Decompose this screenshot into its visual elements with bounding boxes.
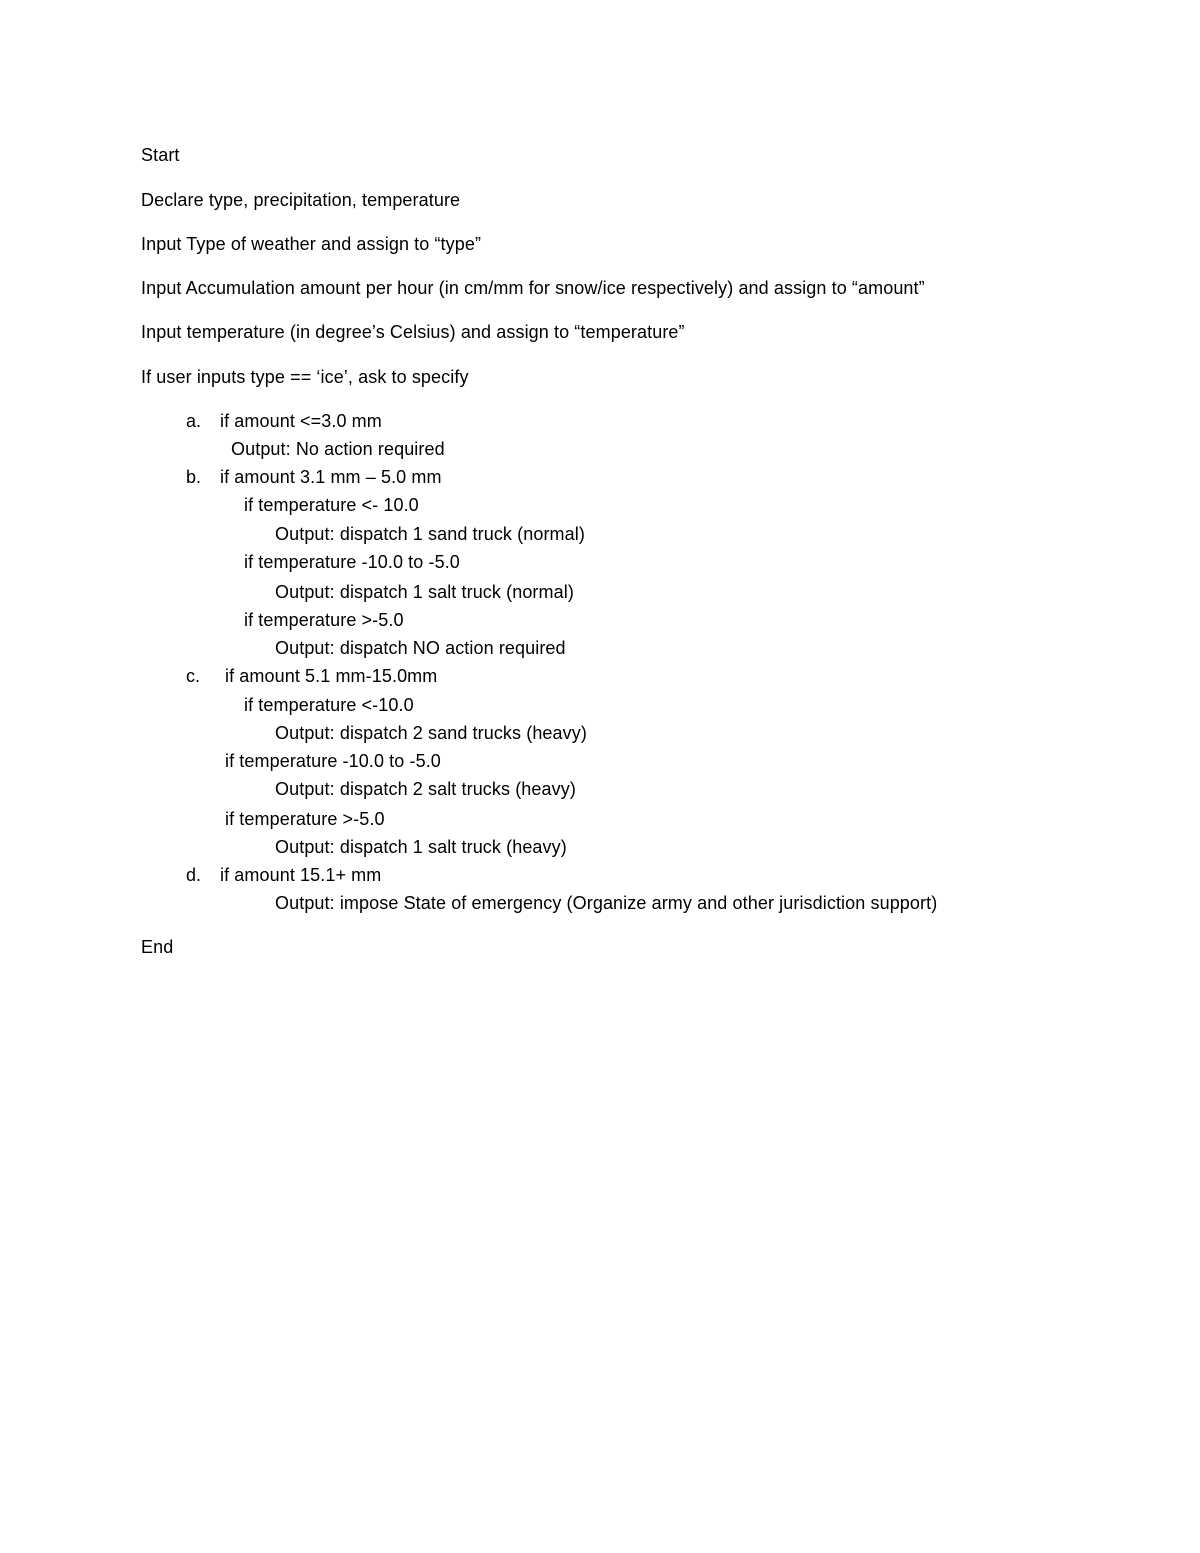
branch-c2-output: Output: dispatch 2 salt trucks (heavy) [275,779,576,799]
list-marker-c: c. [186,666,201,686]
if-ice-line: If user inputs type == ‘ice’, ask to specify [141,367,469,387]
condition-d: if amount 15.1+ mm [220,865,382,885]
branch-b2-output: Output: dispatch 1 salt truck (normal) [275,582,574,602]
end-line: End [141,937,174,957]
start-line: Start [141,145,180,165]
branch-b3-condition: if temperature >-5.0 [244,610,404,630]
branch-c1-output: Output: dispatch 2 sand trucks (heavy) [275,723,587,743]
declare-line: Declare type, precipitation, temperature [141,190,461,210]
branch-b1-condition: if temperature <- 10.0 [244,495,419,515]
branch-c2-condition: if temperature -10.0 to -5.0 [225,751,441,771]
input-temperature-line: Input temperature (in degree’s Celsius) and assign to “temperature” [141,322,685,342]
branch-b2-condition: if temperature -10.0 to -5.0 [244,552,460,572]
branch-c3-output: Output: dispatch 1 salt truck (heavy) [275,837,567,857]
branch-b1-output: Output: dispatch 1 sand truck (normal) [275,524,585,544]
branch-c1-condition: if temperature <-10.0 [244,695,414,715]
input-amount-line: Input Accumulation amount per hour (in cm/mm for snow/ice respectively) and assign to “amount” [141,278,925,298]
list-marker-d: d. [186,865,202,885]
output-a: Output: No action required [231,439,445,459]
output-d: Output: impose State of emergency (Organize army and other jurisdiction support) [275,893,938,913]
condition-a: if amount <=3.0 mm [220,411,382,431]
branch-b3-output: Output: dispatch NO action required [275,638,566,658]
condition-b: if amount 3.1 mm – 5.0 mm [220,467,442,487]
list-marker-b: b. [186,467,202,487]
list-marker-a: a. [186,411,202,431]
input-type-line: Input Type of weather and assign to “type” [141,234,482,254]
condition-c: if amount 5.1 mm-15.0mm [225,666,438,686]
branch-c3-condition: if temperature >-5.0 [225,809,385,829]
